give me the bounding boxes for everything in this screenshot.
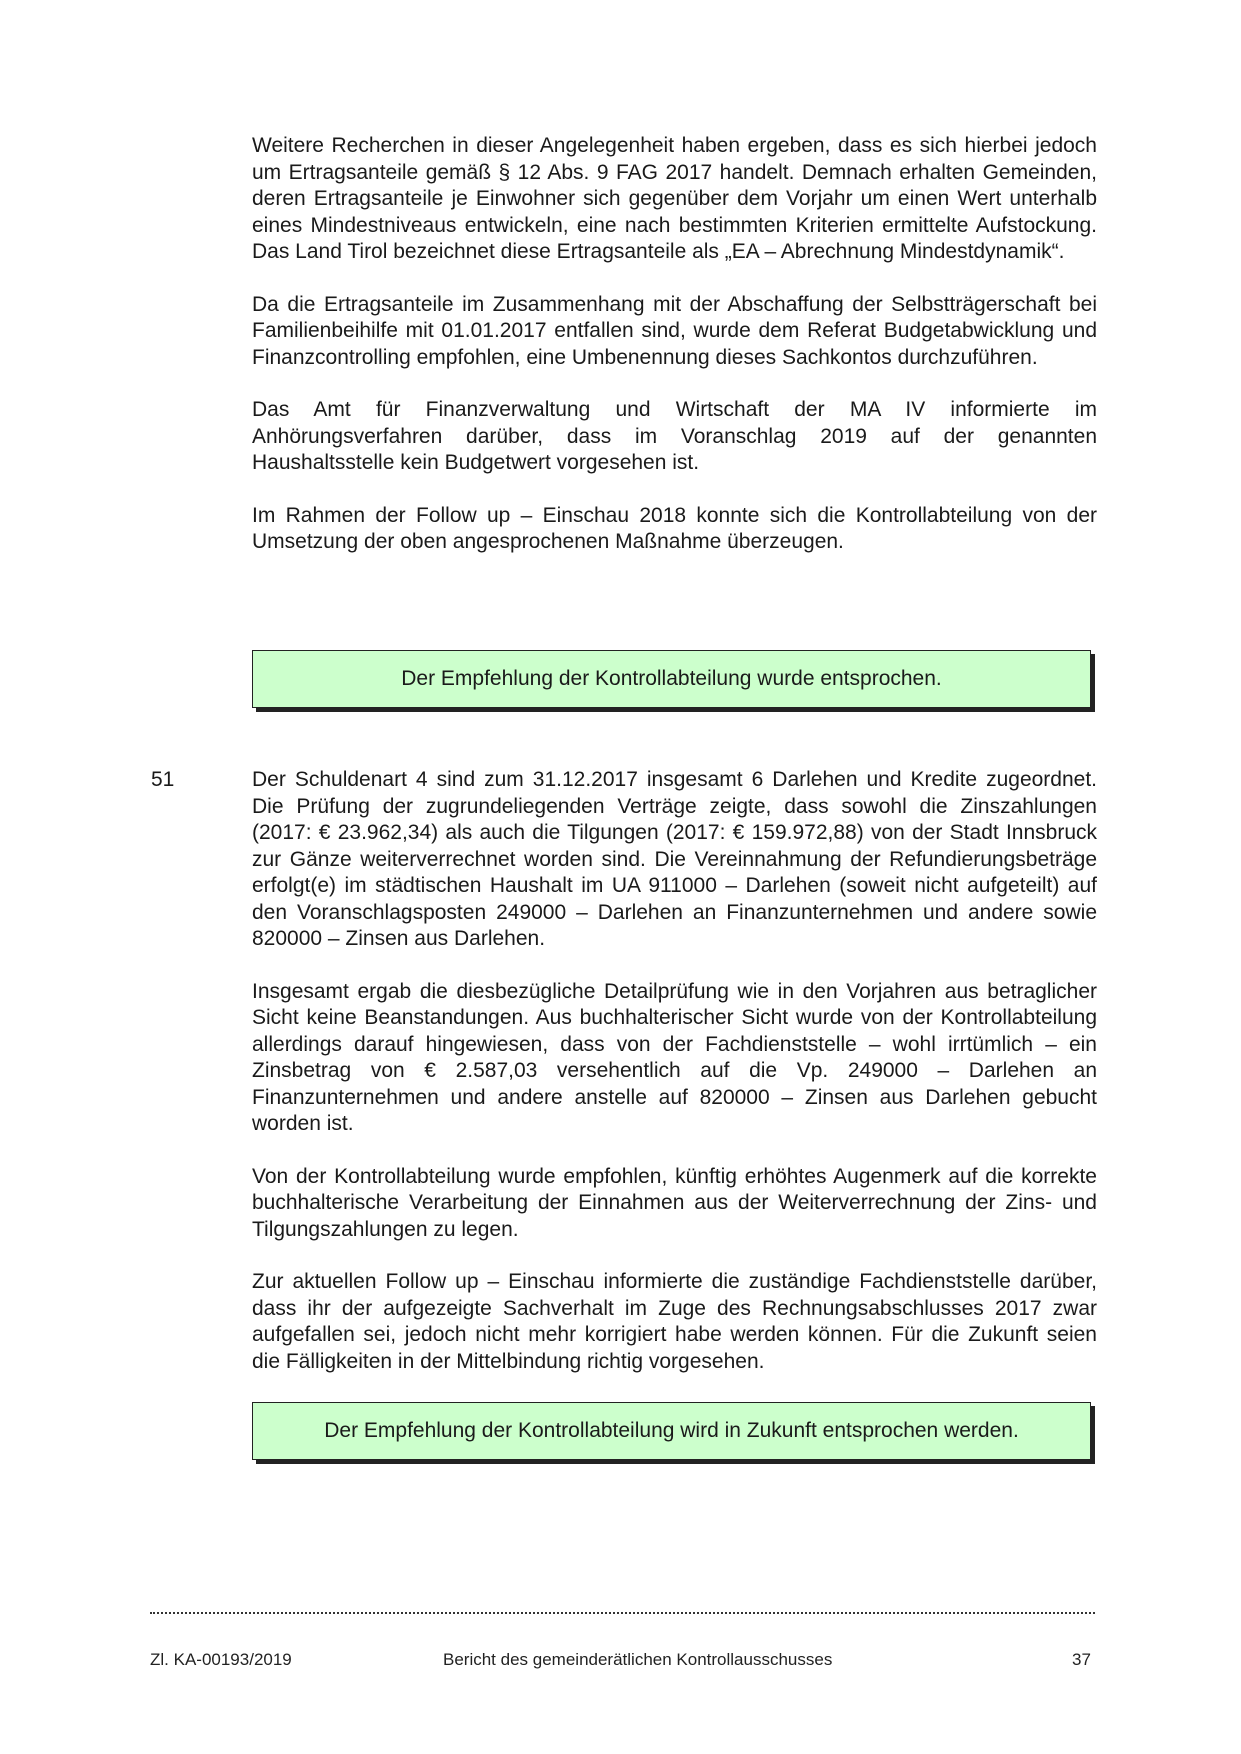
footer-reference: Zl. KA-00193/2019 — [150, 1650, 292, 1669]
paragraph: Weitere Recherchen in dieser Angelegenheit haben ergeben, dass es sich hierbei jedoch um Ertragsanteile gemäß § 12 Abs. 9 FAG 2017 handelt. Demnach erhalten Gemeinden, deren Ertragsanteile je Einwohner sich gegenüber dem Vorjahr um einen Wert unterhalb eines Mindestniveaus entwickeln, eine nach bestimmten Kriterien ermittelte Aufstockung. Das Land Tirol bezeichnet diese Ertragsanteile als „EA – Abrechnung Mindestdynamik“. — [252, 134, 1097, 263]
paragraph: Das Amt für Finanzverwaltung und Wirtschaft der MA IV informierte im Anhörungsverfahren darüber, dass im Voranschlag 2019 auf der genannten Haushaltsstelle kein Budgetwert vorgesehen ist. — [252, 398, 1097, 474]
text-block-section-51 — [252, 767, 1097, 1375]
text-block-top — [252, 133, 1097, 556]
page-number: 37 — [1072, 1650, 1091, 1669]
paragraph: Im Rahmen der Follow up – Einschau 2018 konnte sich die Kontrollabteilung von der Umsetzung der oben angesprochenen Maßnahme überzeugen. — [252, 503, 1097, 553]
footer-divider — [150, 1612, 1095, 1614]
footer-title: Bericht des gemeinderätlichen Kontrollausschusses — [443, 1650, 833, 1669]
result-text: Der Empfehlung der Kontrollabteilung wurde entsprochen. — [401, 667, 942, 690]
result-box-implemented — [252, 650, 1091, 708]
paragraph: Insgesamt ergab die diesbezügliche Detailprüfung wie in den Vorjahren aus betraglicher Sicht keine Beanstandungen. Aus buchhalterischer Sicht wurde von der Kontrollabteilung allerdings darauf hingewiesen, dass von der Fachdienststelle – wohl irrtümlich – ein Zinsbetrag von € 2.587,03 versehentlich auf die Vp. 249000 – Darlehen an Finanzunternehmen und andere anstelle auf 820000 – Zinsen aus Darlehen gebucht worden ist. — [252, 979, 1097, 1135]
paragraph: Von der Kontrollabteilung wurde empfohlen, künftig erhöhtes Augenmerk auf die korrekte buchhalterische Verarbeitung der Einnahmen aus der Weiterverrechnung der Zins- und Tilgungszahlungen zu legen. — [252, 1164, 1097, 1241]
paragraph: Da die Ertragsanteile im Zusammenhang mit der Abschaffung der Selbstträgerschaft bei Familienbeihilfe mit 01.01.2017 entfallen sind, wurde dem Referat Budgetabwicklung und Finanzcontrolling empfohlen, eine Umbenennung dieses Sachkontos durchzuführen. — [252, 292, 1097, 369]
paragraph: Der Schuldenart 4 sind zum 31.12.2017 insgesamt 6 Darlehen und Kredite zugeordnet. Die Prüfung der zugrundeliegenden Verträge zeigte, dass sowohl die Zinszahlungen (2017: € 23.962,34) als auch die Tilgungen (2017: € 159.972,88) von der Stadt Innsbruck zur Gänze weiterverrechnet worden sind. Die Vereinnahmung der Refundierungsbeträge erfolgt(e) im städtischen Haushalt im UA 911000 – Darlehen (soweit nicht aufgeteilt) auf den Voranschlagsposten 249000 – Darlehen an Finanzunternehmen und andere sowie 820000 – Zinsen aus Darlehen. — [252, 768, 1097, 950]
paragraph: Zur aktuellen Follow up – Einschau informierte die zuständige Fachdienststelle darüber, dass ihr der aufgezeigte Sachverhalt im Zuge des Rechnungsabschlusses 2017 zwar aufgefallen sei, jedoch nicht mehr korrigiert habe werden können. Für die Zukunft seien die Fälligkeiten in der Mittelbindung richtig vorgesehen. — [252, 1270, 1097, 1373]
result-text: Der Empfehlung der Kontrollabteilung wird in Zukunft entsprochen werden. — [324, 1419, 1019, 1442]
result-box-future — [252, 1402, 1091, 1460]
section-number: 51 — [151, 768, 175, 791]
